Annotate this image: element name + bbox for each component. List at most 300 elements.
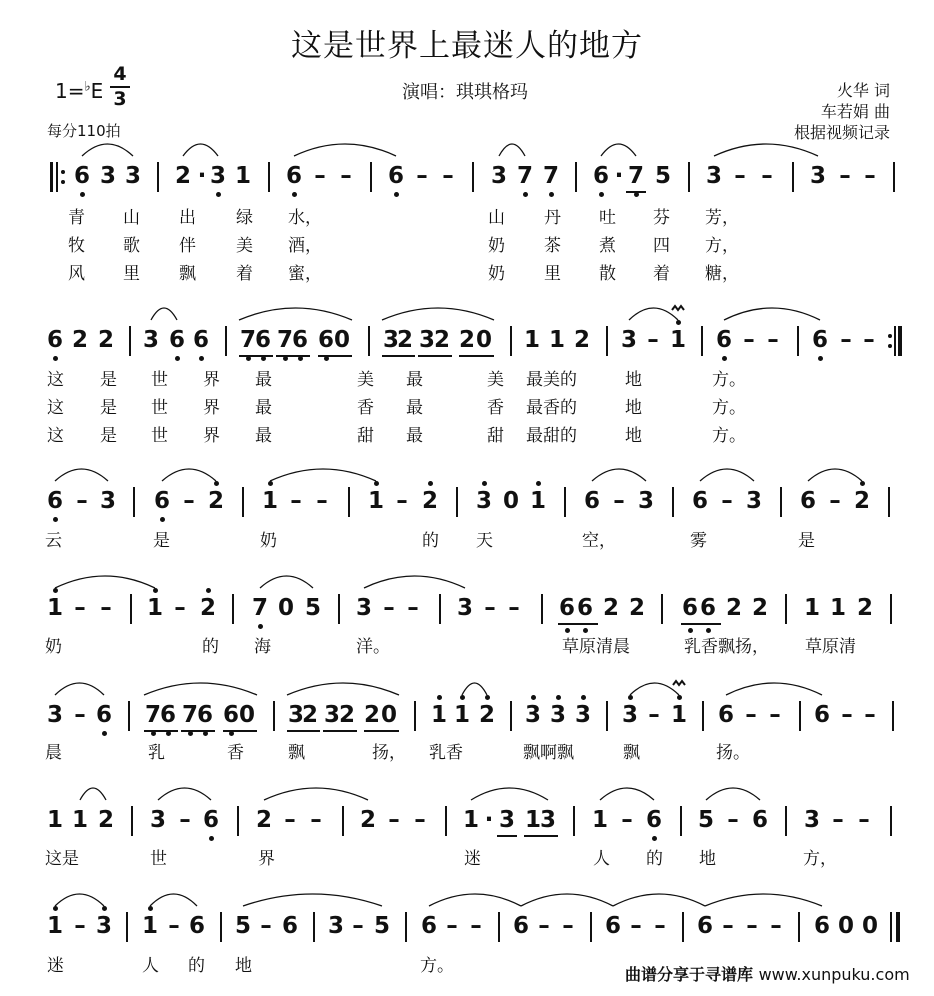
note: 6	[153, 488, 170, 514]
low-octave-dot	[160, 517, 165, 522]
lyric-word: 香	[357, 398, 374, 418]
barline-thick	[898, 326, 902, 356]
time-signature-top: 4	[113, 63, 127, 85]
barline-thick	[896, 912, 900, 942]
low-octave-dot	[209, 836, 214, 841]
lyric-word: 奶	[488, 236, 505, 256]
high-octave-dot	[53, 588, 58, 593]
slur-arc	[629, 308, 678, 320]
barline-thick	[56, 162, 58, 192]
low-octave-dot	[583, 628, 588, 633]
high-octave-dot	[677, 695, 682, 700]
key-signature	[55, 79, 103, 103]
lyric-word: 地	[699, 849, 716, 869]
slur-arc	[55, 683, 104, 695]
lyric-word: 天	[476, 531, 493, 551]
high-octave-dot	[153, 588, 158, 593]
barline	[131, 806, 133, 836]
lyric-word: 最甜的	[526, 426, 577, 446]
note: 6	[196, 702, 213, 728]
note: 6	[291, 327, 308, 353]
hold-dash: –	[446, 913, 458, 939]
slur-arc	[630, 683, 679, 695]
beam-underline	[323, 730, 357, 732]
lyric-word: 最	[406, 398, 423, 418]
hold-dash: –	[414, 807, 426, 833]
lyric-word: 飘	[623, 743, 640, 763]
note: 6	[691, 488, 708, 514]
beam-underline	[524, 835, 558, 837]
slur-arc	[239, 308, 352, 320]
lyric-word: 最	[406, 370, 423, 390]
low-octave-dot	[599, 192, 604, 197]
slur-arc	[700, 469, 754, 481]
beam-underline	[382, 355, 415, 357]
barline	[338, 594, 340, 624]
lyric-word: 山	[123, 208, 140, 228]
lyric-word: 山	[488, 208, 505, 228]
high-octave-dot	[460, 695, 465, 700]
barline	[564, 487, 566, 517]
slur-arc	[294, 144, 396, 156]
slur-arc	[706, 788, 760, 800]
hold-dash: –	[314, 163, 326, 189]
slur-arc	[705, 894, 822, 906]
hold-dash: –	[260, 913, 272, 939]
lyric-line	[0, 635, 934, 659]
slur-arc	[144, 683, 257, 695]
lyric-word: 最	[255, 370, 272, 390]
barline	[661, 594, 663, 624]
note: 7	[239, 327, 256, 353]
flat-sign: ♭	[84, 79, 91, 95]
hold-dash: –	[290, 488, 302, 514]
note: 5	[373, 913, 390, 939]
lyric-line	[0, 206, 934, 230]
note: 1	[430, 702, 447, 728]
lyric-word: 迷	[464, 849, 481, 869]
note: 1	[462, 807, 479, 833]
slur-arc	[80, 788, 106, 800]
slur-arc	[808, 469, 862, 481]
lyric-word: 四	[653, 236, 670, 256]
note: 2	[433, 327, 450, 353]
lyric-word: 人	[142, 956, 159, 976]
lyric-word: 着	[236, 264, 253, 284]
lyric-word: 的	[202, 637, 219, 657]
hold-dash: –	[721, 488, 733, 514]
beam-underline	[459, 355, 494, 357]
note: 2	[97, 327, 114, 353]
slur-arc	[462, 683, 487, 695]
high-octave-dot	[581, 695, 586, 700]
slur-arc	[600, 788, 654, 800]
lyric-word: 方，	[705, 236, 739, 256]
notation-row	[0, 802, 934, 838]
note: 2	[478, 702, 495, 728]
footer-brand: 曲谱分享于寻谱库	[625, 965, 754, 984]
lyric-word: 界	[203, 370, 220, 390]
hold-dash: –	[388, 807, 400, 833]
repeat-dot	[888, 344, 892, 348]
note: 6	[715, 327, 732, 353]
note: 6	[159, 702, 176, 728]
high-octave-dot	[860, 481, 865, 486]
note: 3	[382, 327, 399, 353]
barline	[780, 487, 782, 517]
note: 3	[574, 702, 591, 728]
low-octave-dot	[706, 628, 711, 633]
hold-dash: –	[352, 913, 364, 939]
barline	[133, 487, 135, 517]
barline	[129, 326, 131, 356]
key-note: E	[90, 79, 104, 103]
lyric-word: 世	[151, 370, 168, 390]
note: 3	[620, 327, 637, 353]
hold-dash: –	[829, 488, 841, 514]
note: 6	[645, 807, 662, 833]
note: 6	[188, 913, 205, 939]
note: 7	[516, 163, 533, 189]
slur-arc	[592, 469, 646, 481]
note: 3	[95, 913, 112, 939]
note: 6	[46, 327, 63, 353]
barline	[456, 487, 458, 517]
barline	[890, 594, 892, 624]
low-octave-dot	[199, 356, 204, 361]
note: 0	[502, 488, 519, 514]
barline	[405, 912, 407, 942]
barline	[680, 806, 682, 836]
low-octave-dot	[175, 356, 180, 361]
barline	[498, 912, 500, 942]
hold-dash: –	[743, 327, 755, 353]
barline	[273, 701, 275, 731]
slur-arc	[55, 894, 104, 906]
note: 0	[475, 327, 492, 353]
note: 2	[421, 488, 438, 514]
hold-dash: –	[864, 163, 876, 189]
barline	[798, 912, 800, 942]
lyric-word: 方。	[712, 426, 746, 446]
note: 6	[281, 913, 298, 939]
note: 6	[46, 488, 63, 514]
lyric-word: 洋。	[356, 637, 390, 657]
note: 3	[456, 595, 473, 621]
key-prefix: 1=	[55, 79, 85, 103]
note: 3	[323, 702, 340, 728]
lyric-word: 酒，	[288, 236, 322, 256]
lyric-word: 扬，	[372, 743, 406, 763]
hold-dash: –	[183, 488, 195, 514]
slur-arc	[270, 469, 376, 481]
low-octave-dot	[565, 628, 570, 633]
slur-arc	[724, 308, 820, 320]
time-signature-bottom: 3	[113, 88, 127, 110]
slur-arc	[287, 683, 399, 695]
lyric-word: 地	[625, 426, 642, 446]
barline	[472, 162, 474, 192]
barline	[242, 487, 244, 517]
lyric-word: 方。	[420, 956, 454, 976]
beam-underline	[497, 835, 517, 837]
hold-dash: –	[76, 488, 88, 514]
hold-dash: –	[767, 327, 779, 353]
lyric-word: 这是	[45, 849, 79, 869]
lyric-word: 是	[100, 426, 117, 446]
note: 7	[251, 595, 268, 621]
barline	[797, 326, 799, 356]
repeat-end-barline	[888, 326, 902, 356]
barline	[702, 701, 704, 731]
lyric-line	[0, 368, 934, 392]
slur-arc	[55, 469, 108, 481]
high-octave-dot	[531, 695, 536, 700]
lyric-line	[0, 396, 934, 420]
lyric-word: 奶	[45, 637, 62, 657]
repeat-dot	[888, 334, 892, 338]
hold-dash: –	[484, 595, 496, 621]
hold-dash: –	[654, 913, 666, 939]
note: 2	[97, 807, 114, 833]
barline	[792, 162, 794, 192]
lyric-word: 雾	[690, 531, 707, 551]
note: 6	[604, 913, 621, 939]
notation-row	[0, 590, 934, 626]
slur-arc	[499, 144, 525, 156]
barline	[888, 487, 890, 517]
lyric-word: 青	[68, 208, 85, 228]
lyric-line	[0, 529, 934, 553]
repeat-dot	[61, 180, 65, 184]
barline	[232, 594, 234, 624]
lyric-word: 水，	[288, 208, 322, 228]
lyric-word: 绿	[236, 208, 253, 228]
note: 3	[745, 488, 762, 514]
barline	[268, 162, 270, 192]
barline	[890, 806, 892, 836]
barline-thin	[890, 912, 892, 942]
note: 3	[149, 807, 166, 833]
lyric-word: 方。	[712, 370, 746, 390]
lyric-word: 乳	[148, 743, 165, 763]
note: 3	[705, 163, 722, 189]
barline	[701, 326, 703, 356]
lyric-word: 出	[179, 208, 196, 228]
note: 1	[46, 595, 63, 621]
barline	[128, 701, 130, 731]
note: 1	[234, 163, 251, 189]
time-signature	[110, 64, 130, 110]
barline	[130, 594, 132, 624]
note: 0	[837, 913, 854, 939]
lyric-word: 界	[203, 398, 220, 418]
hold-dash: –	[613, 488, 625, 514]
note: 2	[458, 327, 475, 353]
hold-dash: –	[863, 327, 875, 353]
lyric-word: 飘	[179, 264, 196, 284]
lyric-word: 里	[123, 264, 140, 284]
hold-dash: –	[284, 807, 296, 833]
note: 6	[751, 807, 768, 833]
beam-underline	[418, 355, 452, 357]
hold-dash: –	[174, 595, 186, 621]
lyric-word: 是	[100, 398, 117, 418]
note: 6	[317, 327, 334, 353]
note: 5	[654, 163, 671, 189]
hold-dash: –	[832, 807, 844, 833]
hold-dash: –	[722, 913, 734, 939]
lyric-word: 地	[625, 370, 642, 390]
low-octave-dot	[216, 192, 221, 197]
low-octave-dot	[53, 517, 58, 522]
lyric-word: 人	[593, 849, 610, 869]
note: 6	[717, 702, 734, 728]
notation-row	[0, 697, 934, 733]
barline	[510, 701, 512, 731]
lyric-word: 最	[255, 398, 272, 418]
hold-dash: –	[74, 702, 86, 728]
note: 1	[367, 488, 384, 514]
note: 2	[751, 595, 768, 621]
high-octave-dot	[268, 481, 273, 486]
lyric-word: 着	[653, 264, 670, 284]
slur-arc	[382, 308, 494, 320]
lyric-word: 煮	[599, 236, 616, 256]
lyric-word: 美	[236, 236, 253, 256]
lyric-word: 香	[487, 398, 504, 418]
barline-glyph	[50, 162, 51, 163]
lyric-line	[0, 234, 934, 258]
high-octave-dot	[676, 320, 681, 325]
mordent-mark	[673, 681, 685, 685]
lyric-word: 是	[798, 531, 815, 551]
high-octave-dot	[148, 906, 153, 911]
singer-credit: 演唱：琪琪格玛	[402, 82, 528, 103]
note: 0	[238, 702, 255, 728]
note: 2	[255, 807, 272, 833]
note: 7	[627, 163, 644, 189]
low-octave-dot	[258, 624, 263, 629]
barline	[606, 701, 608, 731]
note: 6	[192, 327, 209, 353]
note: 1	[803, 595, 820, 621]
note: 0	[277, 595, 294, 621]
hold-dash: –	[734, 163, 746, 189]
lyric-word: 最	[255, 426, 272, 446]
hold-dash: –	[562, 913, 574, 939]
note: 6	[681, 595, 698, 621]
barline	[342, 806, 344, 836]
barline	[785, 806, 787, 836]
barline	[445, 806, 447, 836]
low-octave-dot	[549, 192, 554, 197]
lyric-word: 奶	[260, 531, 277, 551]
lyricist-credit: 火华 词	[836, 81, 890, 100]
lyric-word: 扬。	[716, 743, 750, 763]
barline	[541, 594, 543, 624]
beam-underline	[223, 730, 257, 732]
note: 3	[490, 163, 507, 189]
note: 0	[333, 327, 350, 353]
note: 5	[304, 595, 321, 621]
note: 2	[199, 595, 216, 621]
lyric-line	[0, 741, 934, 765]
lyric-word: 伴	[179, 236, 196, 256]
lyric-word: 草原清	[805, 637, 856, 657]
lyric-word: 甜	[357, 426, 374, 446]
barline	[157, 162, 159, 192]
lyric-word: 的	[188, 956, 205, 976]
slur-arc	[150, 894, 197, 906]
barline	[575, 162, 577, 192]
low-octave-dot	[688, 628, 693, 633]
lyric-line	[0, 262, 934, 286]
barline-glyph	[888, 326, 889, 327]
barline	[590, 912, 592, 942]
note: 2	[573, 327, 590, 353]
hold-dash: –	[621, 807, 633, 833]
high-octave-dot	[214, 481, 219, 486]
slur-arc	[613, 894, 705, 906]
note: 3	[498, 807, 515, 833]
hold-dash: –	[538, 913, 550, 939]
note: 3	[803, 807, 820, 833]
lyric-word: 方，	[803, 849, 837, 869]
lyric-word: 散	[599, 264, 616, 284]
note: 2	[301, 702, 318, 728]
lyric-word: 飘啊飘	[523, 743, 574, 763]
beam-underline	[681, 623, 721, 625]
hold-dash: –	[839, 163, 851, 189]
lyric-word: 世	[151, 426, 168, 446]
slur-arc	[260, 576, 313, 588]
hold-dash: –	[769, 702, 781, 728]
lyric-word: 香	[227, 743, 244, 763]
lyric-word: 草原清晨	[562, 637, 630, 657]
note: 2	[207, 488, 224, 514]
note: 7	[542, 163, 559, 189]
final-barline	[890, 912, 904, 942]
notation-row	[0, 483, 934, 519]
lyric-word: 空，	[582, 531, 616, 551]
note: 1	[46, 807, 63, 833]
low-octave-dot	[523, 192, 528, 197]
repeat-start-barline	[50, 162, 64, 192]
lyric-word: 的	[646, 849, 663, 869]
lyric-word: 晨	[45, 743, 62, 763]
barline	[126, 912, 128, 942]
barline	[893, 162, 895, 192]
lyric-word: 海	[254, 637, 271, 657]
hold-dash: –	[179, 807, 191, 833]
lyric-word: 美	[487, 370, 504, 390]
lyric-word: 的	[422, 531, 439, 551]
note: 1	[669, 327, 686, 353]
slur-arc	[364, 576, 465, 588]
footer-site: www.xunpuku.com	[758, 965, 910, 984]
lyric-word: 芬	[653, 208, 670, 228]
beam-underline	[318, 355, 352, 357]
beam-underline	[181, 730, 215, 732]
hold-dash: –	[647, 327, 659, 353]
barline	[370, 162, 372, 192]
note: 6	[222, 702, 239, 728]
hold-dash: –	[407, 595, 419, 621]
note: 1	[146, 595, 163, 621]
note: 6	[168, 327, 185, 353]
note: 2	[359, 807, 376, 833]
